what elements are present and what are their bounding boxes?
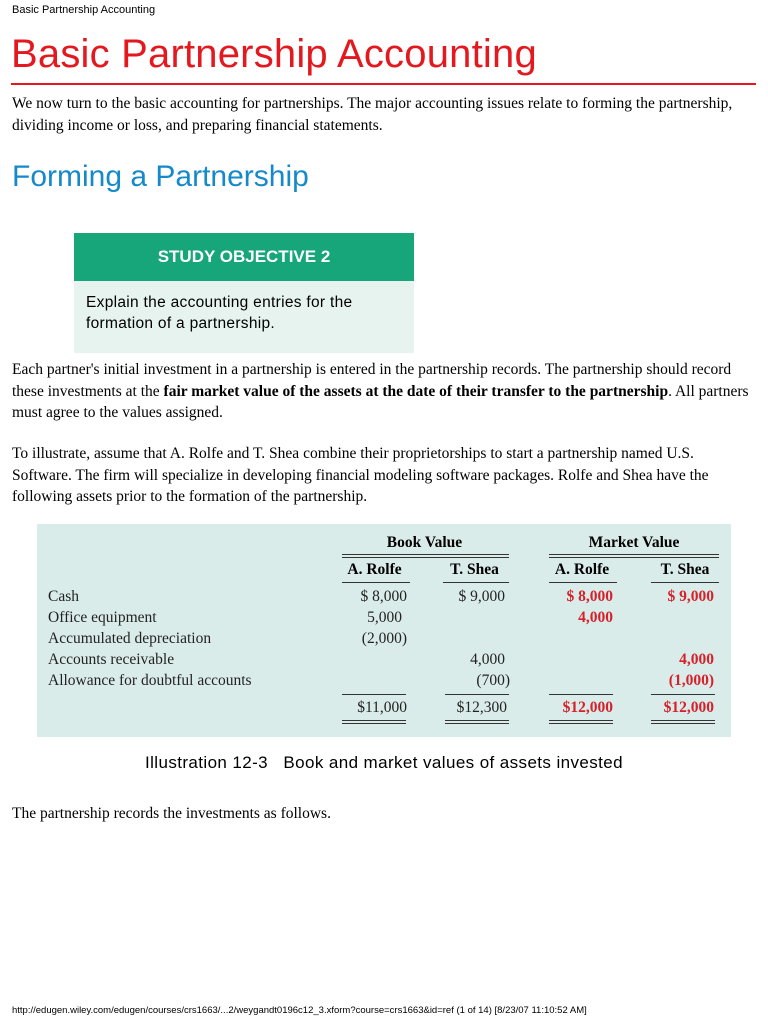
market-shea-total-rule-2: [651, 723, 715, 724]
book-rolfe-total-rule-2: [342, 723, 406, 724]
page-footer-url: http://edugen.wiley.com/edugen/courses/crs1663/...2/weygandt0196c12_3.xform?course=crs1663&id=ref (1 of 14) [8/23/07 11:10:52 AM]: [12, 1005, 587, 1016]
market-value-header: Market Value: [588, 534, 680, 551]
book-shea-total: $12,300: [456, 699, 507, 716]
market-rolfe-cash: $ 8,000: [566, 588, 613, 605]
market-shea-allowance: (1,000): [668, 672, 714, 689]
book-value-rule-2: [342, 557, 509, 558]
market-shea-header: T. Shea: [660, 561, 710, 578]
market-rolfe-total-rule-1: [549, 720, 613, 721]
row-label-accumulated-depreciation: Accumulated depreciation: [48, 630, 212, 647]
illustration-caption: Illustration 12-3 Book and market values of assets invested: [145, 753, 623, 772]
page-title: Basic Partnership Accounting: [11, 32, 537, 76]
market-shea-total-rule-1: [651, 720, 715, 721]
study-objective-text: Explain the accounting entries for the formation of a partnership.: [74, 281, 414, 353]
book-shea-cash: $ 9,000: [458, 588, 505, 605]
row-label-cash: Cash: [48, 588, 79, 605]
book-shea-header: T. Shea: [450, 561, 499, 578]
assets-table: [37, 524, 731, 737]
market-rolfe-header-rule: [549, 582, 617, 583]
row-label-allowance: Allowance for doubtful accounts: [48, 672, 252, 689]
document-header: Basic Partnership Accounting: [12, 4, 156, 16]
row-label-accounts-receivable: Accounts receivable: [48, 651, 175, 668]
investment-text-bold: fair market value of the assets at the date of their transfer to the partnership: [163, 382, 669, 400]
book-rolfe-subtotal-rule: [342, 694, 406, 695]
market-rolfe-office-equipment: 4,000: [578, 609, 613, 626]
study-objective-heading: STUDY OBJECTIVE 2: [74, 233, 414, 281]
book-shea-accounts-receivable: 4,000: [470, 651, 505, 668]
book-rolfe-header-rule: [342, 582, 410, 583]
market-rolfe-header: A. Rolfe: [554, 561, 610, 578]
market-shea-subtotal-rule: [651, 694, 715, 695]
records-paragraph: The partnership records the investments as follows.: [12, 805, 331, 822]
market-shea-accounts-receivable: 4,000: [679, 651, 714, 668]
market-shea-cash: $ 9,000: [667, 588, 714, 605]
investment-text-end: . All partners must agree to the values assigned.: [12, 382, 749, 421]
book-shea-total-rule-1: [445, 720, 509, 721]
market-rolfe-subtotal-rule: [549, 694, 613, 695]
book-rolfe-total: $11,000: [357, 699, 407, 716]
market-value-rule-2: [549, 557, 719, 558]
section-title: Forming a Partnership: [12, 160, 309, 193]
book-shea-allowance: (700): [476, 672, 510, 689]
book-rolfe-accumulated-depreciation: (2,000): [361, 630, 407, 647]
investment-text-start: Each partner's initial investment in a partnership is entered in the partnership records. The partnership should record these investments at the: [12, 361, 732, 400]
title-divider: [11, 83, 756, 85]
book-shea-total-rule-2: [445, 723, 509, 724]
book-value-header: Book Value: [386, 534, 463, 551]
illustration-paragraph: To illustrate, assume that A. Rolfe and T. Shea combine their proprietorships to start a partnership named U.S. Software. The firm will specialize in developing financial modeling software packages. Rolfe and Shea have the following assets prior to the formation of the partnership.: [12, 445, 709, 505]
market-rolfe-total-rule-2: [549, 723, 613, 724]
book-rolfe-office-equipment: 5,000: [367, 609, 402, 626]
market-shea-header-rule: [651, 582, 719, 583]
study-objective-box: [74, 233, 414, 353]
market-value-rule: [549, 554, 719, 555]
market-rolfe-total: $12,000: [562, 699, 613, 716]
book-value-rule: [342, 554, 509, 555]
book-shea-subtotal-rule: [445, 694, 509, 695]
market-shea-total: $12,000: [663, 699, 714, 716]
book-rolfe-header: A. Rolfe: [347, 561, 402, 578]
intro-paragraph: We now turn to the basic accounting for partnerships. The major accounting issues relate to forming the partnership, dividing income or loss, and preparing financial statements.: [12, 95, 733, 134]
book-shea-header-rule: [443, 582, 509, 583]
book-rolfe-cash: $ 8,000: [360, 588, 407, 605]
book-rolfe-total-rule-1: [342, 720, 406, 721]
investment-paragraph: [12, 359, 752, 424]
row-label-office-equipment: Office equipment: [48, 609, 157, 626]
